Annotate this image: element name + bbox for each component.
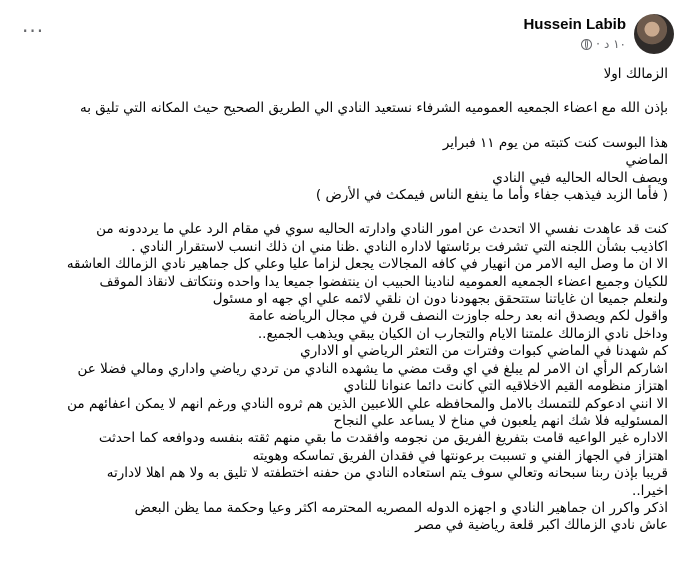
post-text-line: ويصف الحاله الحاليه فيي النادي [492, 169, 668, 186]
post-text-line: قريبا بإذن ربنا سبحانه وتعالي سوف يتم استعاده النادي من حفنه اختطفته لا تليق به ولا هم اهلا لادارته [106, 465, 668, 482]
author-name[interactable]: Hussein Labib [523, 16, 626, 33]
globe-icon [581, 39, 592, 50]
post-text-line: بإذن الله مع اعضاء الجمعيه العموميه الشرفاء نستعيد النادي الي الطريق الصحيح حيث المكانه التي تليق به [79, 100, 668, 117]
post-text-line: وداخل نادي الزمالك علمتنا الايام والتجارب ان الكيان يبقي ويذهب الجميع.. [257, 325, 668, 342]
post-text-line: المسئوليه فلا شك انهم يلعبون في مناخ لا يساعد علي النجاح [333, 412, 668, 429]
post-text-line: ( فأما الزبد فيذهب جفاء وأما ما ينفع الناس فيمكث في الأرض ) [315, 187, 668, 204]
post-meta: ١٠ د · [581, 37, 626, 51]
post-text-line: الماضي [625, 152, 668, 169]
paragraph-gap [18, 83, 668, 100]
post-time[interactable]: ١٠ د [603, 37, 626, 51]
post-text-line: الزمالك اولا [603, 66, 668, 82]
post-text-line: الا ان ما وصل اليه الامر من انهيار في كافه المجالات يجعل لزاما عليا وعلي كل جماهير نادي الزمالك العاشقه [66, 256, 668, 273]
post-body [18, 66, 668, 535]
post-text-line: كم شهدنا في الماضي كبوات وفترات من التعثر الرياضي او الاداري [300, 343, 668, 360]
post-text-line: واقول لكم ويصدق انه بعد رحله جاوزت النصف قرن في مجال الرياضه عامة [248, 308, 668, 325]
post-text-line: ولنعلم جميعا ان غاياتنا ستتحقق بجهودنا دون ان نلقي لائمه علي اي جهه او مسئول [212, 291, 668, 308]
post-text-line: للكيان وجميع اعضاء الجمعيه العموميه لنادينا الحبيب ان ينتفضوا جميعا يدا واحده ونتكاتف لانقاذ الموقف [99, 273, 668, 290]
post-text-line: الا انني ادعوكم للتمسك بالامل والمحافظه علي اللاعبين الذين هم ثروه النادي ورغم انهم لا يمكن اعفائهم من [67, 395, 668, 412]
post-text-line: هذا البوست كنت كتبته من يوم ١١ فبراير [442, 134, 668, 151]
post-text-line: عاش نادي الزمالك اكبر قلعة رياضية في مصر [415, 517, 668, 534]
paragraph-gap [18, 118, 668, 135]
post-text-line: اذكر واكرر ان جماهير النادي و اجهزه الدوله المصريه المحترمه اكثر وعيا وحكمة مما يظن البعض [134, 499, 668, 516]
paragraph-gap [18, 204, 668, 221]
author-avatar[interactable] [634, 14, 674, 54]
post-text-line: الاداره غير الواعيه قامت بتفريغ الفريق من نجومه وافقدت ما بقي منهم ثقته بنفسه ودوافعه كما احدثت [98, 430, 668, 447]
post-text-line: اكاذيب بشأن اللجنه التي تشرفت برئاستها لاداره النادي .ظنا مني ان ذلك انسب لاستقرار النادي . [131, 238, 668, 255]
post-text-line: اهتزاز منظومه القيم الاخلاقيه التي كانت دائما عنوانا للنادي [343, 378, 668, 395]
more-horizontal-icon[interactable]: ··· [22, 19, 45, 43]
post-text-line: كنت قد عاهدت نفسي الا اتحدث عن امور النادي وادارته الحاليه سوي في مقام الرد علي ما يرددونه من [96, 221, 668, 238]
post-text-line: اشاركم الرأي ان الامر لم يبلغ في اي وقت مضي ما يشهده النادي من تردي رياضي واداري ومالي فضلا عن [77, 360, 668, 377]
post-text-line: اهتزاز في الجهاز الفني و تسببت برعونتها في فقدان الفريق تماسكه وهويته [252, 447, 668, 464]
post-text-line: اخيرا.. [632, 482, 668, 499]
